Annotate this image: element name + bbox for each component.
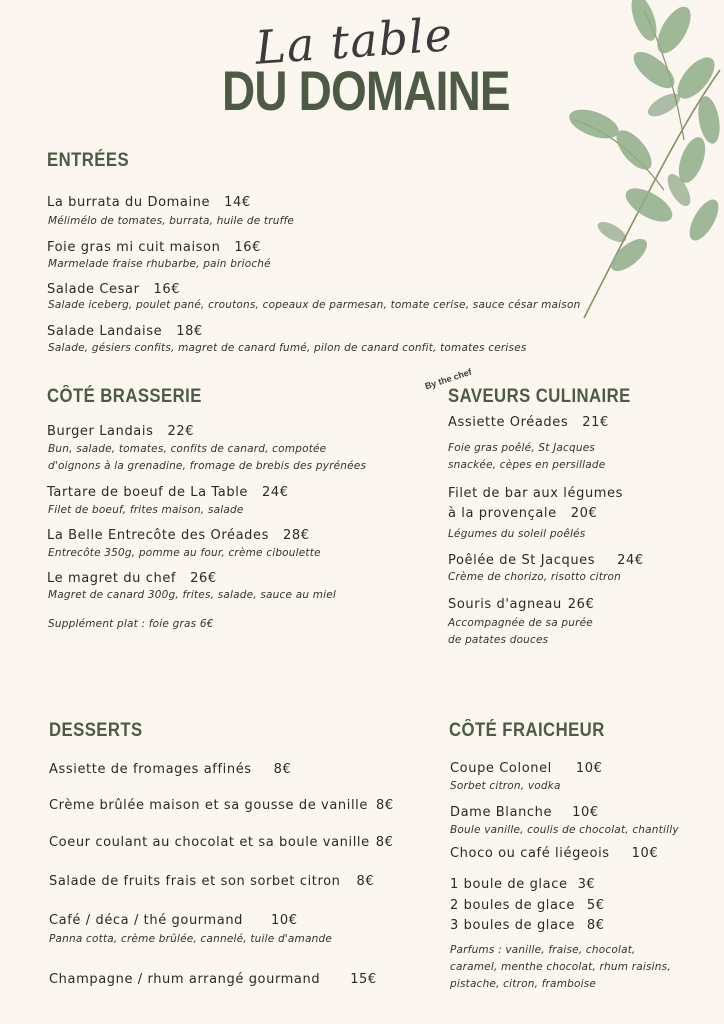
menu-item xyxy=(49,835,394,850)
menu-item xyxy=(450,805,599,820)
item-name: La burrata du Domaine xyxy=(47,195,211,210)
item-description: Bun, salade, tomates, confits de canard, compotée xyxy=(48,443,327,455)
section-title-desserts: DESSERTS xyxy=(49,720,143,741)
item-price: 10€ xyxy=(271,913,298,928)
item-description: Salade, gésiers confits, magret de canard fumé, pilon de canard confit, tomates cerises xyxy=(48,342,527,354)
item-name: Assiette de fromages affinés xyxy=(49,762,252,777)
menu-item xyxy=(450,761,603,776)
item-name: Filet de bar aux légumes xyxy=(448,486,624,501)
menu-title-script: La table xyxy=(253,7,455,75)
item-price: 28€ xyxy=(282,528,310,543)
item-price: 10€ xyxy=(631,846,659,861)
item-price: 26€ xyxy=(190,571,217,586)
menu-title-main: DU DOMAINE xyxy=(222,59,510,122)
section-title-brasserie: CÔTÉ BRASSERIE xyxy=(47,386,202,407)
item-name: Tartare de boeuf de La Table xyxy=(47,485,249,500)
parfums-list: pistache, citron, framboise xyxy=(450,978,597,990)
menu-item xyxy=(448,506,597,521)
item-name: Salade Cesar xyxy=(47,282,140,297)
item-description: d'oignons à la grenadine, fromage de brebis des pyrénées xyxy=(48,460,367,472)
item-price: 24€ xyxy=(262,485,289,500)
menu-item xyxy=(49,972,377,987)
parfums-list: caramel, menthe chocolat, rhum raisins, xyxy=(450,961,671,973)
menu-item xyxy=(448,486,623,501)
item-description: Entrecôte 350g, pomme au four, crème ciboulette xyxy=(48,547,321,559)
menu-item xyxy=(450,918,605,933)
item-price: 24€ xyxy=(617,553,644,568)
item-price: 15€ xyxy=(350,972,377,987)
item-price: 14€ xyxy=(224,195,251,210)
item-description: Marmelade fraise rhubarbe, pain brioché xyxy=(48,258,271,270)
item-name: La Belle Entrecôte des Oréades xyxy=(47,528,269,543)
item-name: Foie gras mi cuit maison xyxy=(47,240,221,255)
item-name: Dame Blanche xyxy=(450,805,553,820)
item-name: Assiette Oréades xyxy=(448,415,569,430)
menu-item xyxy=(47,528,310,543)
menu-item xyxy=(47,324,203,339)
menu-item xyxy=(49,762,291,777)
menu-item xyxy=(49,874,374,889)
by-the-chef-tag: By the chef xyxy=(423,366,473,392)
menu-item xyxy=(47,195,251,210)
section-title-saveurs: SAVEURS CULINAIRE xyxy=(448,386,631,407)
item-name: Choco ou café liégeois xyxy=(450,846,610,861)
item-price: 10€ xyxy=(575,761,603,776)
item-description: Boule vanille, coulis de chocolat, chantilly xyxy=(450,824,679,836)
item-price: 8€ xyxy=(375,835,394,850)
item-name: Salade de fruits frais et son sorbet citron xyxy=(49,874,341,889)
item-price: 10€ xyxy=(572,805,599,820)
item-description: snackée, cèpes en persillade xyxy=(448,459,606,471)
parfums-list: Parfums : vanille, fraise, chocolat, xyxy=(450,944,636,956)
item-price: 8€ xyxy=(356,874,375,889)
item-description: Légumes du soleil poêlés xyxy=(448,528,586,540)
item-price: 22€ xyxy=(167,424,195,439)
item-name: Champagne / rhum arrangé gourmand xyxy=(49,972,321,987)
item-description: de patates douces xyxy=(448,634,549,646)
item-name: à la provençale xyxy=(448,506,557,521)
item-description: Filet de boeuf, frites maison, salade xyxy=(48,504,244,516)
menu-item xyxy=(49,798,394,813)
item-price: 8€ xyxy=(586,918,605,933)
item-price: 16€ xyxy=(153,282,181,297)
item-description: Salade iceberg, poulet pané, croutons, copeaux de parmesan, tomate cerise, sauce césar maison xyxy=(48,299,581,311)
item-name: Coupe Colonel xyxy=(450,761,552,776)
item-price: 18€ xyxy=(176,324,203,339)
item-price: 3€ xyxy=(577,877,596,892)
menu-item xyxy=(450,846,658,861)
item-name: Café / déca / thé gourmand xyxy=(49,913,244,928)
menu-item xyxy=(47,240,261,255)
item-price: 26€ xyxy=(567,597,595,612)
item-description: Magret de canard 300g, frites, salade, sauce au miel xyxy=(48,589,337,601)
menu-item xyxy=(47,571,217,586)
menu-item xyxy=(47,424,194,439)
menu-item xyxy=(49,913,298,928)
section-title-entrees: ENTRÉES xyxy=(47,150,130,171)
menu-item xyxy=(450,877,595,892)
item-description: Panna cotta, crème brûlée, cannelé, tuile d'amande xyxy=(49,933,332,945)
item-description: Crème de chorizo, risotto citron xyxy=(448,571,622,583)
item-name: Souris d'agneau xyxy=(448,597,562,612)
menu-item xyxy=(450,898,605,913)
item-price: 21€ xyxy=(582,415,609,430)
menu-item xyxy=(47,282,180,297)
eucalyptus-leaves-illustration xyxy=(484,0,724,330)
item-name: Coeur coulant au chocolat et sa boule vanille xyxy=(49,835,370,850)
menu-item xyxy=(448,415,609,430)
item-name: Salade Landaise xyxy=(47,324,163,339)
item-description: Sorbet citron, vodka xyxy=(450,780,561,792)
item-description: Accompagnée de sa purée xyxy=(448,617,593,629)
item-name: Burger Landais xyxy=(47,424,154,439)
menu-item xyxy=(448,597,594,612)
supplement-note: Supplément plat : foie gras 6€ xyxy=(48,618,214,630)
item-name: 2 boules de glace xyxy=(450,898,575,913)
item-price: 20€ xyxy=(570,506,598,521)
item-name: Le magret du chef xyxy=(47,571,177,586)
item-name: Crème brûlée maison et sa gousse de vanille xyxy=(49,798,368,813)
menu-item xyxy=(448,553,644,568)
item-price: 16€ xyxy=(234,240,262,255)
item-description: Foie gras poêlé, St Jacques xyxy=(448,442,596,454)
item-name: Poêlée de St Jacques xyxy=(448,553,596,568)
item-name: 1 boule de glace xyxy=(450,877,568,892)
item-description: Mélimélo de tomates, burrata, huile de truffe xyxy=(48,215,295,227)
item-price: 5€ xyxy=(586,898,605,913)
menu-item xyxy=(47,485,289,500)
item-price: 8€ xyxy=(375,798,394,813)
item-name: 3 boules de glace xyxy=(450,918,575,933)
section-title-fraicheur: CÔTÉ FRAICHEUR xyxy=(449,720,605,741)
item-price: 8€ xyxy=(273,762,292,777)
